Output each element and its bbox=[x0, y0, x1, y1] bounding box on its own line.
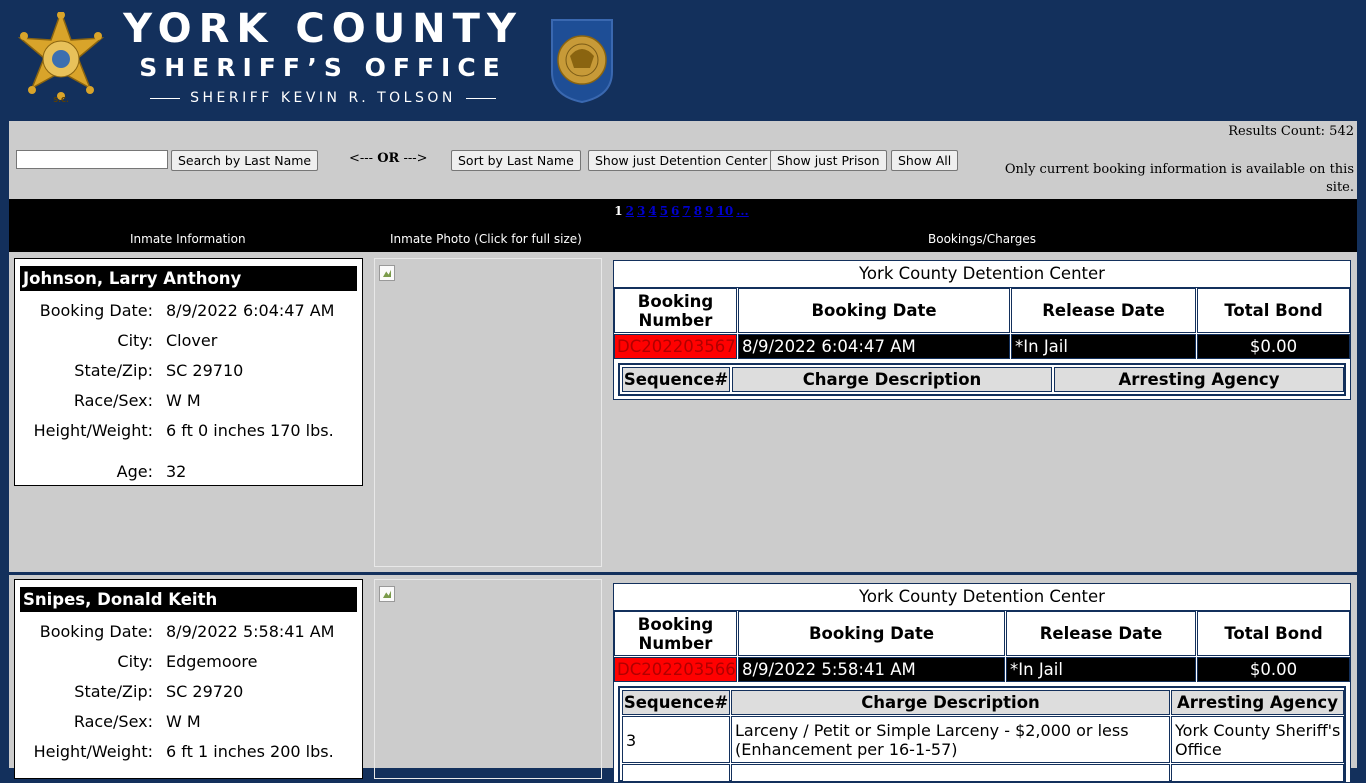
sort-by-last-name-button[interactable]: Sort by Last Name bbox=[451, 150, 581, 171]
show-detention-center-button[interactable]: Show just Detention Center bbox=[588, 150, 774, 171]
or-right-arrow: ---> bbox=[399, 151, 428, 166]
pagination bbox=[9, 204, 1357, 218]
current-page: 1 bbox=[614, 204, 623, 218]
total-bond-header: Total Bond bbox=[1197, 611, 1350, 656]
booking-date: 8/9/2022 6:04:47 AM bbox=[738, 334, 1010, 359]
site-header bbox=[0, 0, 1366, 121]
state-seal-icon bbox=[546, 16, 618, 104]
or-separator bbox=[349, 151, 428, 166]
page-link-4[interactable]: 4 bbox=[648, 204, 657, 218]
page-link-10[interactable]: 10 bbox=[716, 204, 734, 218]
sequence-header: Sequence# bbox=[622, 367, 730, 392]
charge-sequence bbox=[622, 764, 730, 782]
broken-image-icon bbox=[379, 265, 395, 281]
arresting-agency-header: Arresting Agency bbox=[1171, 690, 1344, 715]
title-sheriff-name: SHERIFF KEVIN R. TOLSON bbox=[190, 90, 456, 106]
total-bond: $0.00 bbox=[1197, 657, 1350, 682]
age-row bbox=[15, 462, 362, 484]
inmate-record bbox=[9, 252, 1357, 572]
state-zip-value: SC 29710 bbox=[166, 361, 244, 380]
or-left-arrow: <--- bbox=[349, 151, 378, 166]
page-link-8[interactable]: 8 bbox=[693, 204, 703, 218]
height-weight-value: 6 ft 0 inches 170 lbs. bbox=[166, 421, 334, 440]
booking-table bbox=[613, 260, 1351, 400]
svg-text:S.C.: S.C. bbox=[53, 96, 69, 104]
state-zip-label: State/Zip: bbox=[74, 682, 153, 701]
booking-notice: Only current booking information is available on this site. bbox=[1004, 162, 1354, 195]
column-inmate-photo: Inmate Photo (Click for full size) bbox=[390, 232, 582, 246]
arresting-agency bbox=[1171, 764, 1344, 782]
release-date-header: Release Date bbox=[1011, 288, 1196, 333]
booking-date-value: 8/9/2022 5:58:41 AM bbox=[166, 622, 335, 641]
booking-number: DC202203567 bbox=[614, 334, 737, 359]
age-value: 32 bbox=[166, 462, 187, 481]
inmate-record bbox=[9, 575, 1357, 768]
booking-date-row bbox=[15, 301, 362, 323]
total-bond: $0.00 bbox=[1197, 334, 1350, 359]
inmate-photo[interactable] bbox=[374, 579, 602, 779]
title-sheriff bbox=[116, 87, 530, 109]
arresting-agency: York County Sheriff's Office bbox=[1171, 716, 1344, 763]
race-sex-label: Race/Sex: bbox=[73, 712, 153, 731]
city-row bbox=[15, 652, 362, 674]
title-county: YORK COUNTY bbox=[123, 6, 523, 52]
inmate-photo[interactable] bbox=[374, 258, 602, 567]
city-value: Clover bbox=[166, 331, 218, 350]
inmate-info-box bbox=[14, 579, 363, 779]
race-sex-value: W M bbox=[166, 712, 201, 731]
release-date: *In Jail bbox=[1006, 657, 1196, 682]
charge-description bbox=[731, 764, 1170, 782]
charge-sequence: 3 bbox=[622, 716, 730, 763]
results-count: Results Count: 542 bbox=[1228, 124, 1354, 139]
city-label: City: bbox=[117, 652, 153, 671]
booking-number: DC202203566 bbox=[614, 657, 737, 682]
booking-date-value: 8/9/2022 6:04:47 AM bbox=[166, 301, 335, 320]
charge-description-header: Charge Description bbox=[732, 367, 1052, 392]
booking-date-label: Booking Date: bbox=[39, 301, 153, 320]
inmate-info-box bbox=[14, 258, 363, 486]
divider bbox=[150, 98, 180, 99]
booking-number-header: Booking Number bbox=[614, 611, 737, 656]
release-date: *In Jail bbox=[1011, 334, 1196, 359]
site-title bbox=[116, 6, 530, 109]
booking-date-header: Booking Date bbox=[738, 288, 1010, 333]
city-label: City: bbox=[117, 331, 153, 350]
page-link-9[interactable]: 9 bbox=[705, 204, 714, 218]
facility-name: York County Detention Center bbox=[614, 584, 1350, 611]
or-text: OR bbox=[377, 151, 400, 166]
booking-date-header: Booking Date bbox=[738, 611, 1005, 656]
search-bar bbox=[9, 121, 1357, 199]
show-all-button[interactable]: Show All bbox=[891, 150, 958, 171]
booking-date: 8/9/2022 5:58:41 AM bbox=[738, 657, 1005, 682]
inmate-name: Johnson, Larry Anthony bbox=[20, 266, 357, 291]
show-prison-button[interactable]: Show just Prison bbox=[770, 150, 887, 171]
race-sex-value: W M bbox=[166, 391, 201, 410]
sheriff-star-badge-icon bbox=[18, 12, 104, 108]
state-zip-row bbox=[15, 361, 362, 383]
age-label: Age: bbox=[116, 462, 153, 481]
height-weight-label: Height/Weight: bbox=[33, 421, 153, 440]
page-link-more[interactable]: ... bbox=[736, 204, 749, 218]
booking-date-row bbox=[15, 622, 362, 644]
race-sex-label: Race/Sex: bbox=[73, 391, 153, 410]
booking-table bbox=[613, 583, 1351, 783]
height-weight-label: Height/Weight: bbox=[33, 742, 153, 761]
release-date-header: Release Date bbox=[1006, 611, 1196, 656]
last-name-input[interactable] bbox=[16, 150, 168, 169]
booking-number-header: Booking Number bbox=[614, 288, 737, 333]
column-header-bar bbox=[9, 199, 1357, 252]
page-link-5[interactable]: 5 bbox=[659, 204, 669, 218]
page-link-2[interactable]: 2 bbox=[625, 204, 634, 218]
search-by-last-name-button[interactable]: Search by Last Name bbox=[171, 150, 318, 171]
height-weight-row bbox=[15, 421, 362, 443]
divider bbox=[466, 98, 496, 99]
page-link-6[interactable]: 6 bbox=[671, 204, 680, 218]
height-weight-value: 6 ft 1 inches 200 lbs. bbox=[166, 742, 334, 761]
charges-table bbox=[618, 363, 1346, 396]
height-weight-row bbox=[15, 742, 362, 764]
charge-description-header: Charge Description bbox=[731, 690, 1170, 715]
state-zip-row bbox=[15, 682, 362, 704]
race-sex-row bbox=[15, 391, 362, 413]
total-bond-header: Total Bond bbox=[1197, 288, 1350, 333]
sequence-header: Sequence# bbox=[622, 690, 730, 715]
title-office: SHERIFF’S OFFICE bbox=[139, 53, 507, 82]
city-row bbox=[15, 331, 362, 353]
facility-name: York County Detention Center bbox=[614, 261, 1350, 288]
page-link-7[interactable]: 7 bbox=[682, 204, 691, 218]
charge-description: Larceny / Petit or Simple Larceny - $2,000 or less (Enhancement per 16-1-57) bbox=[731, 716, 1170, 763]
page-link-3[interactable]: 3 bbox=[636, 204, 646, 218]
arresting-agency-header: Arresting Agency bbox=[1054, 367, 1344, 392]
broken-image-icon bbox=[379, 586, 395, 602]
column-inmate-information: Inmate Information bbox=[130, 232, 246, 246]
city-value: Edgemoore bbox=[166, 652, 258, 671]
booking-date-label: Booking Date: bbox=[39, 622, 153, 641]
state-zip-label: State/Zip: bbox=[74, 361, 153, 380]
race-sex-row bbox=[15, 712, 362, 734]
state-zip-value: SC 29720 bbox=[166, 682, 244, 701]
inmate-name: Snipes, Donald Keith bbox=[20, 587, 357, 612]
column-bookings-charges: Bookings/Charges bbox=[928, 232, 1037, 246]
